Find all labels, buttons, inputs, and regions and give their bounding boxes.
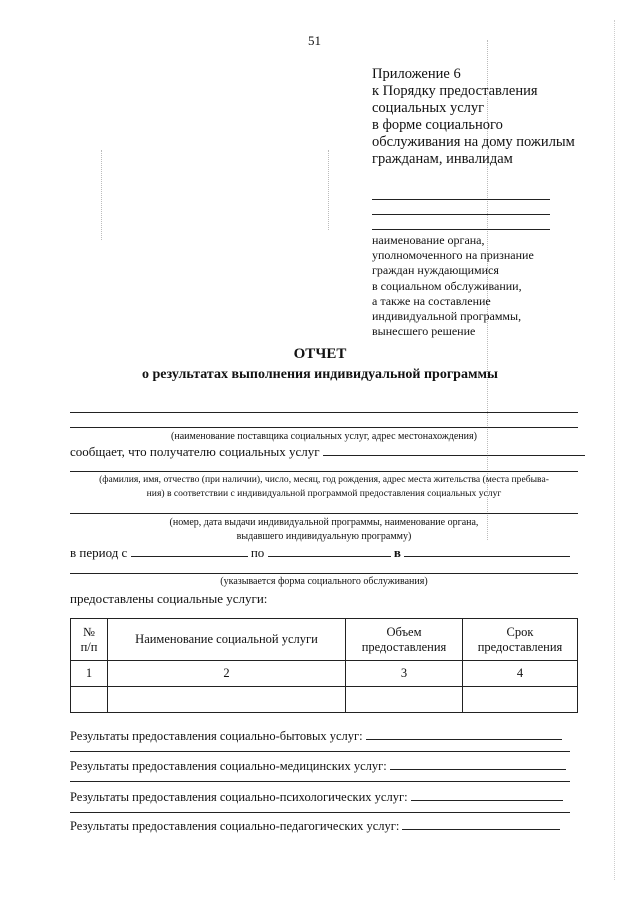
col-header-term-line2: предоставления	[477, 639, 563, 654]
org-name-line-1[interactable]	[372, 199, 550, 200]
index-cell: 4	[463, 661, 578, 687]
provider-caption: (наименование поставщика социальных услуг, адрес местонахождения)	[171, 431, 477, 442]
form-caption: (указывается форма социального обслуживания)	[220, 576, 428, 587]
document-subtitle: о результатах выполнения индивидуальной программы	[142, 367, 498, 382]
table-cell[interactable]	[71, 687, 108, 713]
appendix-line: к Порядку предоставления	[372, 83, 538, 99]
table-cell[interactable]	[463, 687, 578, 713]
index-cell: 3	[346, 661, 463, 687]
result-line[interactable]	[70, 781, 570, 782]
org-name-line-3[interactable]	[372, 229, 550, 230]
col-header-num-line1: №	[83, 624, 95, 639]
result-field[interactable]	[366, 728, 562, 740]
col-header-term-line1: Срок	[506, 624, 534, 639]
result-field[interactable]	[390, 758, 566, 770]
result-line[interactable]	[70, 812, 570, 813]
org-caption-line: вынесшего решение	[372, 324, 476, 339]
recipient-caption-1: (фамилия, имя, отчество (при наличии), число, месяц, год рождения, адрес места жительства (места пребыва-	[99, 474, 549, 485]
org-caption-line: наименование органа,	[372, 233, 485, 247]
appendix-line: обслуживания на дому пожилым	[372, 134, 575, 150]
col-header-term	[463, 619, 578, 661]
form-line[interactable]	[70, 573, 578, 574]
appendix-line: в форме социального	[372, 117, 503, 133]
org-caption-line: а также на составление	[372, 293, 491, 308]
result-social-medical	[70, 758, 566, 774]
result-label: Результаты предоставления социально-бытовых услуг:	[70, 729, 363, 743]
scan-mark-left	[101, 150, 103, 240]
program-caption-2: выдавшего индивидуальную программу)	[236, 531, 412, 542]
appendix-line: гражданам, инвалидам	[372, 151, 513, 167]
period-row	[70, 545, 570, 561]
result-line[interactable]	[70, 751, 570, 752]
result-field[interactable]	[402, 818, 560, 830]
result-label: Результаты предоставления социально-психологических услуг:	[70, 790, 408, 804]
recipient-line-2[interactable]	[70, 471, 578, 472]
result-label: Результаты предоставления социально-медицинских услуг:	[70, 759, 387, 773]
table-cell[interactable]	[108, 687, 346, 713]
col-header-num	[71, 619, 108, 661]
result-social-household	[70, 728, 562, 744]
period-from-label: в период с	[70, 545, 128, 560]
period-in-field[interactable]	[404, 545, 570, 557]
program-caption-1: (номер, дата выдачи индивидуальной программы, наименование органа,	[169, 517, 479, 528]
period-from-field[interactable]	[131, 545, 248, 557]
org-caption	[372, 233, 572, 339]
provider-line-1[interactable]	[70, 412, 578, 413]
appendix-header	[372, 66, 622, 168]
table-cell[interactable]	[346, 687, 463, 713]
result-field[interactable]	[411, 789, 563, 801]
index-cell: 2	[108, 661, 346, 687]
program-line[interactable]	[70, 513, 578, 514]
reports-label-text: сообщает, что получателю социальных услуг	[70, 444, 320, 459]
table-header-row	[71, 619, 578, 661]
org-caption-line: граждан нуждающимися	[372, 263, 499, 278]
index-cell: 1	[71, 661, 108, 687]
table-index-row	[71, 661, 578, 687]
org-caption-line: в социальном обслуживании,	[372, 278, 522, 293]
col-header-name: Наименование социальной услуги	[108, 619, 346, 661]
col-header-volume-line2: предоставления	[361, 639, 447, 654]
col-header-volume-line1: Объем	[386, 624, 422, 639]
appendix-line: социальных услуг	[372, 100, 485, 116]
appendix-line: Приложение 6	[372, 66, 461, 82]
col-header-num-line2: п/п	[80, 639, 98, 654]
org-name-line-2[interactable]	[372, 214, 550, 215]
recipient-field[interactable]	[323, 444, 585, 456]
result-label: Результаты предоставления социально-педагогических услуг:	[70, 819, 400, 833]
result-social-pedagogical	[70, 818, 560, 834]
services-table	[70, 618, 578, 713]
org-caption-line: индивидуальной программы,	[372, 309, 522, 324]
provided-label: предоставлены социальные услуги:	[70, 591, 268, 606]
recipient-caption-2: ния) в соответствии с индивидуальной программой предоставления социальных услуг	[146, 488, 502, 499]
document-title: ОТЧЕТ	[293, 346, 347, 362]
org-caption-line: уполномоченного на признание	[372, 248, 534, 263]
reports-label	[70, 444, 585, 460]
result-social-psychological	[70, 789, 563, 805]
table-row[interactable]	[71, 687, 578, 713]
period-in-label: в	[393, 545, 401, 560]
period-to-field[interactable]	[268, 545, 391, 557]
scan-mark-center	[328, 150, 330, 230]
provider-line-2[interactable]	[70, 427, 578, 428]
col-header-volume	[346, 619, 463, 661]
page-number: 51	[308, 33, 321, 48]
period-to-label: по	[250, 545, 265, 560]
